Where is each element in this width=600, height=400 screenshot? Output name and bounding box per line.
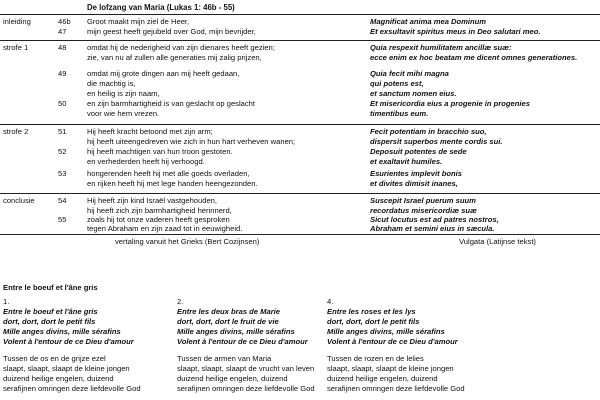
verse-number: 46b xyxy=(58,17,71,26)
latin-line: Magnificat anima mea Dominum xyxy=(370,17,487,26)
dutch-line: duizend heilige engelen, duizend xyxy=(327,374,438,383)
french-line: Mille anges divins, mille séraﬁns xyxy=(327,327,445,336)
latin-line: et sanctum nomen eius. xyxy=(370,89,457,98)
dutch-line: hij heeft machtigen van hun troon gestoten. xyxy=(87,147,233,156)
dutch-line: Tussen de os en de grijze ezel xyxy=(3,354,106,363)
latin-line: qui potens est, xyxy=(370,79,424,88)
latin-line: Fecit potentiam in bracchio suo, xyxy=(370,127,487,136)
latin-line: Deposuit potentes de sede xyxy=(370,147,467,156)
section-strofe-2 xyxy=(0,124,600,193)
dutch-line: Groot maakt mijn ziel de Heer, xyxy=(87,17,190,26)
dutch-line: slaapt, slaapt, slaapt de vrucht van leven xyxy=(177,364,315,373)
page-title: De lofzang van Maria (Lukas 1: 46b - 55) xyxy=(87,3,235,12)
latin-line: Abraham et semini eius in sæcula. xyxy=(370,224,495,233)
dutch-line: omdat hij de nederigheid van zijn dienares heeft gezien; xyxy=(87,43,275,52)
dutch-line: en rijken heeft hij met lege handen heengezonden. xyxy=(87,179,258,188)
verse-number: 4. xyxy=(327,297,334,306)
latin-line: Quia fecit mihi magna xyxy=(370,69,449,78)
section-label: conclusie xyxy=(3,196,35,205)
song-title: Entre le boeuf et l'âne gris xyxy=(3,283,98,292)
dutch-line: en zijn barmhartigheid is van geslacht op geslacht xyxy=(87,99,256,108)
song-verse-column xyxy=(177,297,325,394)
dutch-line: en verhederden heeft hij verhoogd. xyxy=(87,157,205,166)
french-line: Entre les roses et les lys xyxy=(327,307,416,316)
dutch-line: duizend heilige engelen, duizend xyxy=(3,374,114,383)
latin-line: Suscepit Israel puerum suum xyxy=(370,196,476,205)
latin-line: dispersit superbos mente cordis sui. xyxy=(370,137,503,146)
dutch-line: Tussen de rozen en de lelies xyxy=(327,354,424,363)
verse-number: 50 xyxy=(58,99,67,108)
latin-line: Et misericordia eius a progenie in progenies xyxy=(370,99,530,108)
vulgata-credit: Vulgata (Latijnse tekst) xyxy=(459,237,536,246)
verse-number: 2. xyxy=(177,297,184,306)
dutch-line: duizend heilige engelen, duizend xyxy=(177,374,288,383)
dutch-line: hij heeft uiteengedreven wie zich in hun hart verheven wanen; xyxy=(87,137,296,146)
dutch-line: Hij heeft kracht betoond met zijn arm; xyxy=(87,127,213,136)
latin-line: et exaltavit humiles. xyxy=(370,157,443,166)
verse-number: 48 xyxy=(58,43,67,52)
dutch-line: mijn geest heeft gejubeld over God, mijn bevrijder, xyxy=(87,27,256,36)
verse-number: 52 xyxy=(58,147,67,156)
verse-number: 55 xyxy=(58,215,67,224)
dutch-line: Tussen de armen van Maria xyxy=(177,354,272,363)
latin-line: ecce enim ex hoc beatam me dicent omnes generationes. xyxy=(370,53,578,62)
latin-line: Esurientes implevit bonis xyxy=(370,169,462,178)
dutch-line: zie, van nu af zullen alle generaties mij zalig prijzen, xyxy=(87,53,262,62)
dutch-line: tegen Abraham en zijn zaad tot in eeuwigheid. xyxy=(87,224,243,233)
verse-number: 54 xyxy=(58,196,67,205)
french-line: Volent à l'entour de ce Dieu d'amour xyxy=(177,337,308,346)
dutch-line: serafijnen omringen deze liefdevolle God xyxy=(327,384,465,393)
french-line: Mille anges divins, mille séraﬁns xyxy=(3,327,121,336)
verse-number: 1. xyxy=(3,297,10,306)
translation-credit: vertaling vanuit het Grieks (Bert Cozijnsen) xyxy=(115,237,260,246)
section-inleiding xyxy=(0,14,600,40)
dutch-line: Hij heeft zijn kind Israël vastgehouden, xyxy=(87,196,218,205)
section-conclusie xyxy=(0,193,600,235)
section-label: inleiding xyxy=(3,17,31,26)
latin-line: recordatus misericordiæ suæ xyxy=(370,206,477,215)
dutch-line: hongerenden heeft hij met alle goeds overladen, xyxy=(87,169,250,178)
french-line: Entre les deux bras de Marie xyxy=(177,307,280,316)
french-line: dort, dort, dort le petit fils xyxy=(3,317,96,326)
song-verse-column xyxy=(3,297,151,394)
dutch-line: zoals hij tot onze vaderen heeft gesproken xyxy=(87,215,230,224)
section-strofe-1 xyxy=(0,40,600,125)
dutch-line: slaapt, slaapt, slaapt de kleine jongen xyxy=(327,364,454,373)
latin-line: Et exsultavit spiritus meus in Deo salutari meo. xyxy=(370,27,541,36)
dutch-line: serafijnen omringen deze liefdevolle God xyxy=(3,384,141,393)
verse-number: 49 xyxy=(58,69,67,78)
dutch-line: en heilig is zijn naam, xyxy=(87,89,160,98)
latin-line: Sicut locutus est ad patres nostros, xyxy=(370,215,499,224)
verse-number: 53 xyxy=(58,169,67,178)
latin-line: Quia respexit humilitatem ancillæ suæ: xyxy=(370,43,512,52)
french-line: Volent à l'entour de ce Dieu d'amour xyxy=(3,337,134,346)
french-line: dort, dort, dort le petit fils xyxy=(327,317,420,326)
verse-number: 47 xyxy=(58,27,67,36)
french-line: Volent à l'entour de ce Dieu d'amour xyxy=(327,337,458,346)
verse-number: 51 xyxy=(58,127,67,136)
dutch-line: serafijnen omringen deze liefdevolle God xyxy=(177,384,315,393)
song-verse-column xyxy=(327,297,475,394)
latin-line: timentibus eum. xyxy=(370,109,429,118)
french-line: Entre le boeuf et l'âne gris xyxy=(3,307,98,316)
dutch-line: voor wie hem vrezen. xyxy=(87,109,160,118)
dutch-line: slaapt, slaapt, slaapt de kleine jongen xyxy=(3,364,130,373)
dutch-line: die machtig is, xyxy=(87,79,136,88)
latin-line: et divites dimisit inanes, xyxy=(370,179,458,188)
dutch-line: omdat mij grote dingen aan mij heeft gedaan, xyxy=(87,69,240,78)
french-line: Mille anges divins, mille séraﬁns xyxy=(177,327,295,336)
french-line: dort, dort, dort le fruit de vie xyxy=(177,317,279,326)
section-label: strofe 1 xyxy=(3,43,29,52)
dutch-line: hij heeft zich zijn barmhartigheid herinnerd, xyxy=(87,206,232,215)
section-label: strofe 2 xyxy=(3,127,29,136)
